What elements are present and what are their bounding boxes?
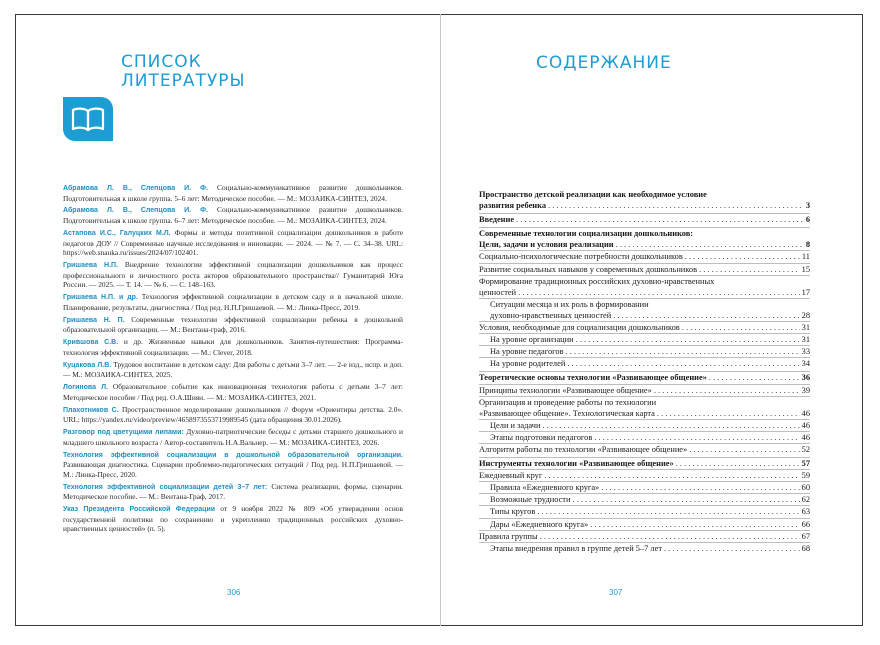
toc-entry-title: Ежедневный круг	[479, 471, 543, 481]
toc-leader-dots	[537, 506, 799, 517]
toc-entry-title: Этапы подготовки педагогов	[490, 432, 593, 442]
toc-entry-title: Принципы технологии «Развивающее общение»	[479, 385, 652, 395]
toc-entry-line	[490, 334, 810, 345]
toc-entry-line	[479, 444, 810, 455]
toc-entry-page: 46	[801, 432, 810, 442]
toc-entry-title-first-line: Современные технологии социализации дошкольников:	[479, 229, 694, 239]
reference-text: Технология эффективной социализации в детском саду и в начальной школе. Планирование, результаты, диагностика / Под ред. Н.П.Гришаевой. — М.: Линка-Пресс, 2019.	[63, 292, 403, 312]
toc-entry-page: 62	[801, 495, 810, 505]
reference-item	[63, 427, 403, 447]
reference-item	[63, 315, 403, 335]
toc-leader-dots	[613, 310, 799, 321]
toc-entry-page: 60	[801, 483, 810, 493]
toc-entry-line	[479, 385, 810, 396]
toc-entry-line	[490, 346, 810, 357]
reference-author: Указ Президента Российской Федерации	[63, 506, 216, 514]
toc-entry-title: Развитие социальных навыков у современных дошкольников	[479, 264, 698, 274]
toc-entry-page: 15	[801, 264, 810, 274]
toc-leader-dots	[566, 346, 800, 357]
toc-entry-page: 46	[801, 420, 810, 430]
toc-entry-page: 33	[801, 347, 810, 357]
toc-entry-page: 3	[805, 201, 810, 211]
toc-entry[interactable]	[479, 250, 810, 262]
reference-author: Абрамова Л. В., Слепцова И. Ф.	[63, 185, 209, 192]
toc-entry-title: Алгоритм работы по технологии «Развивающее общение»	[479, 444, 688, 454]
toc-entry-title: Этапы внедрения правил в группе детей 5–7 лет	[490, 543, 662, 553]
contents-title: СОДЕРЖАНИЕ	[536, 53, 672, 73]
page-number-left: 306	[227, 588, 241, 597]
toc-entry-title: Возможные трудности	[490, 495, 571, 505]
toc-leader-dots	[676, 458, 800, 469]
toc-entry-line	[479, 251, 810, 262]
toc-entry-page: 31	[801, 323, 810, 333]
reference-author: Гришаева Н.П. и др.	[63, 294, 138, 302]
reference-item	[63, 260, 403, 290]
reference-text: Трудовое воспитание в детском саду: Для работы с детьми 3–7 лет. — 2-е изд., испр. и доп. — М.: МОЗАИКА-СИНТЕЗ, 2025.	[63, 359, 403, 380]
toc-entry-page: 67	[801, 531, 810, 541]
toc-entry-page: 11	[801, 252, 810, 262]
toc-leader-dots	[664, 543, 800, 554]
toc-entry[interactable]	[479, 213, 810, 225]
toc-entry[interactable]	[479, 189, 810, 211]
toc-entry-title: Социально-психологические потребности дошкольников	[479, 252, 683, 262]
reference-author: Крившова С.В.	[63, 339, 119, 347]
table-of-contents	[479, 189, 810, 554]
toc-entry[interactable]	[479, 357, 810, 369]
toc-entry-page: 31	[801, 335, 810, 345]
toc-leader-dots	[516, 214, 804, 225]
reference-author: Технология эффективной социализации детей 3–7 лет:	[63, 483, 268, 491]
reference-author: Разговор под цветущими липами:	[63, 429, 184, 437]
toc-entry-title: Инструменты технологии «Развивающее общение»	[479, 459, 674, 469]
toc-entry[interactable]	[479, 371, 810, 383]
reference-text: Развивающая диагностика. Сценарии проблемно-педагогических ситуаций / Под ред. Н.П.Гришаевой. — М.: Линка-Пресс, 2020.	[63, 460, 403, 479]
toc-entry[interactable]	[479, 227, 810, 250]
toc-entry[interactable]	[479, 345, 810, 357]
toc-leader-dots	[518, 287, 799, 298]
toc-leader-dots	[572, 494, 799, 505]
toc-leader-dots	[699, 264, 800, 275]
reference-item	[63, 504, 403, 534]
reference-text: Пространственное моделирование дошкольников // Форум «Ориентиры детства. 2.0». URL: https://yandex.ru/video/preview/4658973553719989545 (дата обращения 30.01.2026).	[63, 404, 404, 425]
toc-entry[interactable]	[479, 469, 810, 481]
toc-entry-page: 39	[801, 385, 810, 395]
toc-entry-line	[490, 420, 810, 431]
reference-item	[63, 292, 403, 312]
toc-entry-title-first-line: Пространство детской реализации как необходимое условие	[479, 190, 707, 199]
toc-entry-line	[479, 214, 810, 225]
toc-entry-title: Условия, необходимые для социализации дошкольников	[479, 323, 680, 333]
toc-entry-line	[479, 408, 810, 419]
toc-entry-page: 66	[801, 519, 810, 529]
toc-entry-line	[490, 494, 810, 505]
toc-entry-line	[490, 519, 810, 530]
toc-leader-dots	[601, 482, 799, 493]
toc-entry-page: 63	[801, 507, 810, 517]
reference-author: Гришаева Н. П.	[63, 316, 125, 324]
toc-entry-page: 59	[801, 471, 810, 481]
page-number-right: 307	[609, 588, 623, 597]
toc-entry[interactable]	[479, 457, 810, 469]
toc-entry-line	[479, 458, 810, 469]
reference-author: Гришаева Н.П.	[63, 262, 118, 270]
toc-entry-page: 68	[801, 543, 810, 553]
reference-text: Формы и методы позитивной социализации дошкольников в работе педагогов ДОУ // Современные научные исследования и инновации. — 2024. — № 7. — С. 34–38. URL: https://web.snauka.ru/issues/2024/07/102401.	[63, 227, 403, 258]
toc-entry[interactable]	[479, 518, 810, 530]
toc-entry-title: Дары «Ежедневного круга»	[490, 519, 589, 529]
reference-text: Система реализации, формы, сценарии. Методическое пособие. — М.: Вентана-Граф, 2017.	[63, 481, 403, 502]
toc-leader-dots	[709, 372, 800, 383]
toc-entry[interactable]	[479, 481, 810, 493]
toc-entry-title: На уровне организации	[490, 335, 574, 345]
toc-entry-title-first-line: Формирование традиционных российских духовно-нравственных	[479, 276, 715, 286]
toc-entry-title: На уровне педагогов	[490, 347, 564, 357]
toc-entry-page: 28	[801, 310, 810, 320]
toc-leader-dots	[685, 251, 800, 262]
reference-author: Абрамова Л. В., Слепцова И. Ф.	[63, 207, 209, 215]
toc-entry-line	[490, 482, 810, 493]
reference-item	[63, 360, 403, 380]
toc-entry-title: Цели, задачи и условия реализации	[479, 240, 614, 250]
toc-entry[interactable]	[479, 384, 810, 396]
toc-entry-line	[490, 432, 810, 443]
toc-entry-title-first-line: Ситуации месяца и их роль в формировании	[490, 299, 649, 309]
reference-text: Внедрение технологии эффективной социализации дошкольников как процесс профессионального и личностного роста акторов образовательного пространства// Гуманитарий Юга России. — 2025. — Т. 14. — № 6. — С. 148–163.	[63, 260, 403, 290]
toc-entry[interactable]	[479, 333, 810, 345]
reference-item	[63, 183, 403, 203]
toc-entry-page: 6	[805, 215, 810, 225]
toc-entry-page: 52	[801, 444, 810, 454]
reference-author: Куцакова Л.В.	[63, 361, 112, 369]
toc-entry-line	[479, 531, 810, 542]
reference-author: Технология эффективной социализации в дошкольной образовательной организации.	[63, 451, 403, 459]
page-fold	[440, 14, 441, 626]
toc-leader-dots	[548, 200, 804, 211]
toc-entry-line	[490, 310, 810, 321]
bibliography-title-line2: ЛИТЕРАТУРЫ	[121, 71, 246, 91]
toc-leader-dots	[567, 358, 799, 369]
bibliography-title-line1: СПИСОК	[121, 52, 202, 72]
toc-entry-title: Типы кругов	[490, 507, 536, 517]
open-book-glyph	[71, 106, 105, 132]
toc-entry[interactable]	[479, 493, 810, 505]
reference-text: Социально-коммуникативное развитие дошкольников. Подготовительная к школе группа. 6–7 лет: Методическое пособие. — М.: МОЗАИКА-СИНТЕЗ, 2024.	[63, 205, 403, 226]
toc-entry-title: «Развивающее общение». Технологическая карта	[479, 408, 655, 418]
toc-leader-dots	[542, 420, 799, 431]
reference-item	[63, 205, 403, 225]
toc-leader-dots	[689, 444, 799, 455]
toc-entry[interactable]	[479, 275, 810, 298]
toc-entry-line	[490, 506, 810, 517]
toc-leader-dots	[594, 432, 799, 443]
toc-entry-title: На уровне родителей	[490, 359, 566, 369]
toc-entry-page: 8	[805, 240, 810, 250]
reference-item	[63, 228, 403, 258]
reference-text: от 9 ноября 2022 № 809 «Об утверждении основ государственной политики по сохранению и укреплению традиционных российских духовно-нравственных ценностей» (п. 5).	[63, 504, 403, 534]
reference-author: Логинова Л.	[63, 384, 108, 392]
toc-entry-page: 46	[801, 408, 810, 418]
toc-leader-dots	[544, 470, 799, 481]
toc-entry[interactable]	[479, 396, 810, 419]
toc-entry-line	[479, 322, 810, 333]
toc-entry-title: Теоретические основы технологии «Развивающее общение»	[479, 373, 707, 383]
toc-entry-title: развития ребенка	[479, 201, 547, 211]
reference-text: и др. Жизненные навыки для дошкольников. Занятия-путешествия: Программа-технология эффективной социализации. — М.: Clever, 2018.	[63, 337, 403, 357]
toc-entry-line	[479, 470, 810, 481]
toc-entry[interactable]	[479, 263, 810, 275]
reference-text: Образовательное событие как инновационная технология работы с детьми 3–7 лет: Методическое пособие / Под ред. О.А.Шиян. — М.: МОЗАИКА-СИНТЕЗ, 2021.	[63, 382, 403, 402]
reference-item	[63, 450, 403, 480]
toc-entry-line	[479, 287, 810, 298]
toc-entry-line	[490, 543, 810, 554]
toc-entry-line	[479, 372, 810, 383]
toc-entry-page: 17	[801, 287, 810, 297]
reference-list	[63, 183, 403, 536]
toc-entry-title: Правила «Ежедневного круга»	[490, 483, 600, 493]
toc-entry[interactable]	[479, 505, 810, 517]
toc-entry-page: 57	[801, 459, 810, 469]
toc-entry-line	[479, 200, 810, 211]
toc-entry[interactable]	[479, 431, 810, 443]
toc-leader-dots	[540, 531, 800, 542]
reference-author: Плахотников С.	[63, 406, 119, 414]
toc-entry-title: Правила группы	[479, 531, 538, 541]
reference-text: Социально-коммуникативное развитие дошкольников. Подготовительная к школе группа. 5–6 лет: Методическое пособие. — М.: МОЗАИКА-СИНТЕЗ, 2024.	[63, 183, 403, 203]
toc-entry-page: 36	[801, 373, 810, 383]
reference-item	[63, 405, 403, 425]
toc-entry-line	[490, 358, 810, 369]
toc-entry[interactable]	[479, 542, 810, 554]
reference-text: Современные технологии эффективной социализации ребенка в дошкольной образовательной организации. — М.: Вентана-граф, 2016.	[63, 314, 403, 335]
toc-entry-title-first-line: Организация и проведение работы по технологии	[479, 397, 657, 407]
reference-author: Астапова И.С., Галуцких М.Л.	[63, 229, 171, 237]
toc-entry[interactable]	[479, 443, 810, 455]
reference-item	[63, 337, 403, 357]
toc-entry-title: ценностей	[479, 287, 517, 297]
toc-entry-line	[479, 239, 810, 250]
toc-leader-dots	[576, 334, 800, 345]
toc-entry-line	[479, 264, 810, 275]
toc-entry-title: Введение	[479, 215, 515, 225]
toc-entry[interactable]	[479, 298, 810, 321]
toc-leader-dots	[654, 385, 800, 396]
open-book-icon	[63, 97, 113, 141]
toc-leader-dots	[682, 322, 800, 333]
toc-entry[interactable]	[479, 419, 810, 431]
reference-text: Духовно-патриотические беседы с детьми старшего дошкольного и младшего школьного возраста / Автор-составитель Н.А.Вальнер. — М.: МОЗАИКА-СИНТЕЗ, 2026.	[63, 427, 403, 447]
toc-entry[interactable]	[479, 321, 810, 333]
toc-entry[interactable]	[479, 530, 810, 542]
toc-entry-title: духовно-нравственных ценностей	[490, 310, 612, 320]
toc-leader-dots	[590, 519, 799, 530]
toc-leader-dots	[657, 408, 800, 419]
toc-entry-page: 34	[801, 359, 810, 369]
reference-item	[63, 482, 403, 502]
toc-entry-title: Цели и задачи	[490, 420, 541, 430]
toc-leader-dots	[616, 239, 804, 250]
bibliography-title	[121, 53, 246, 91]
reference-item	[63, 382, 403, 402]
